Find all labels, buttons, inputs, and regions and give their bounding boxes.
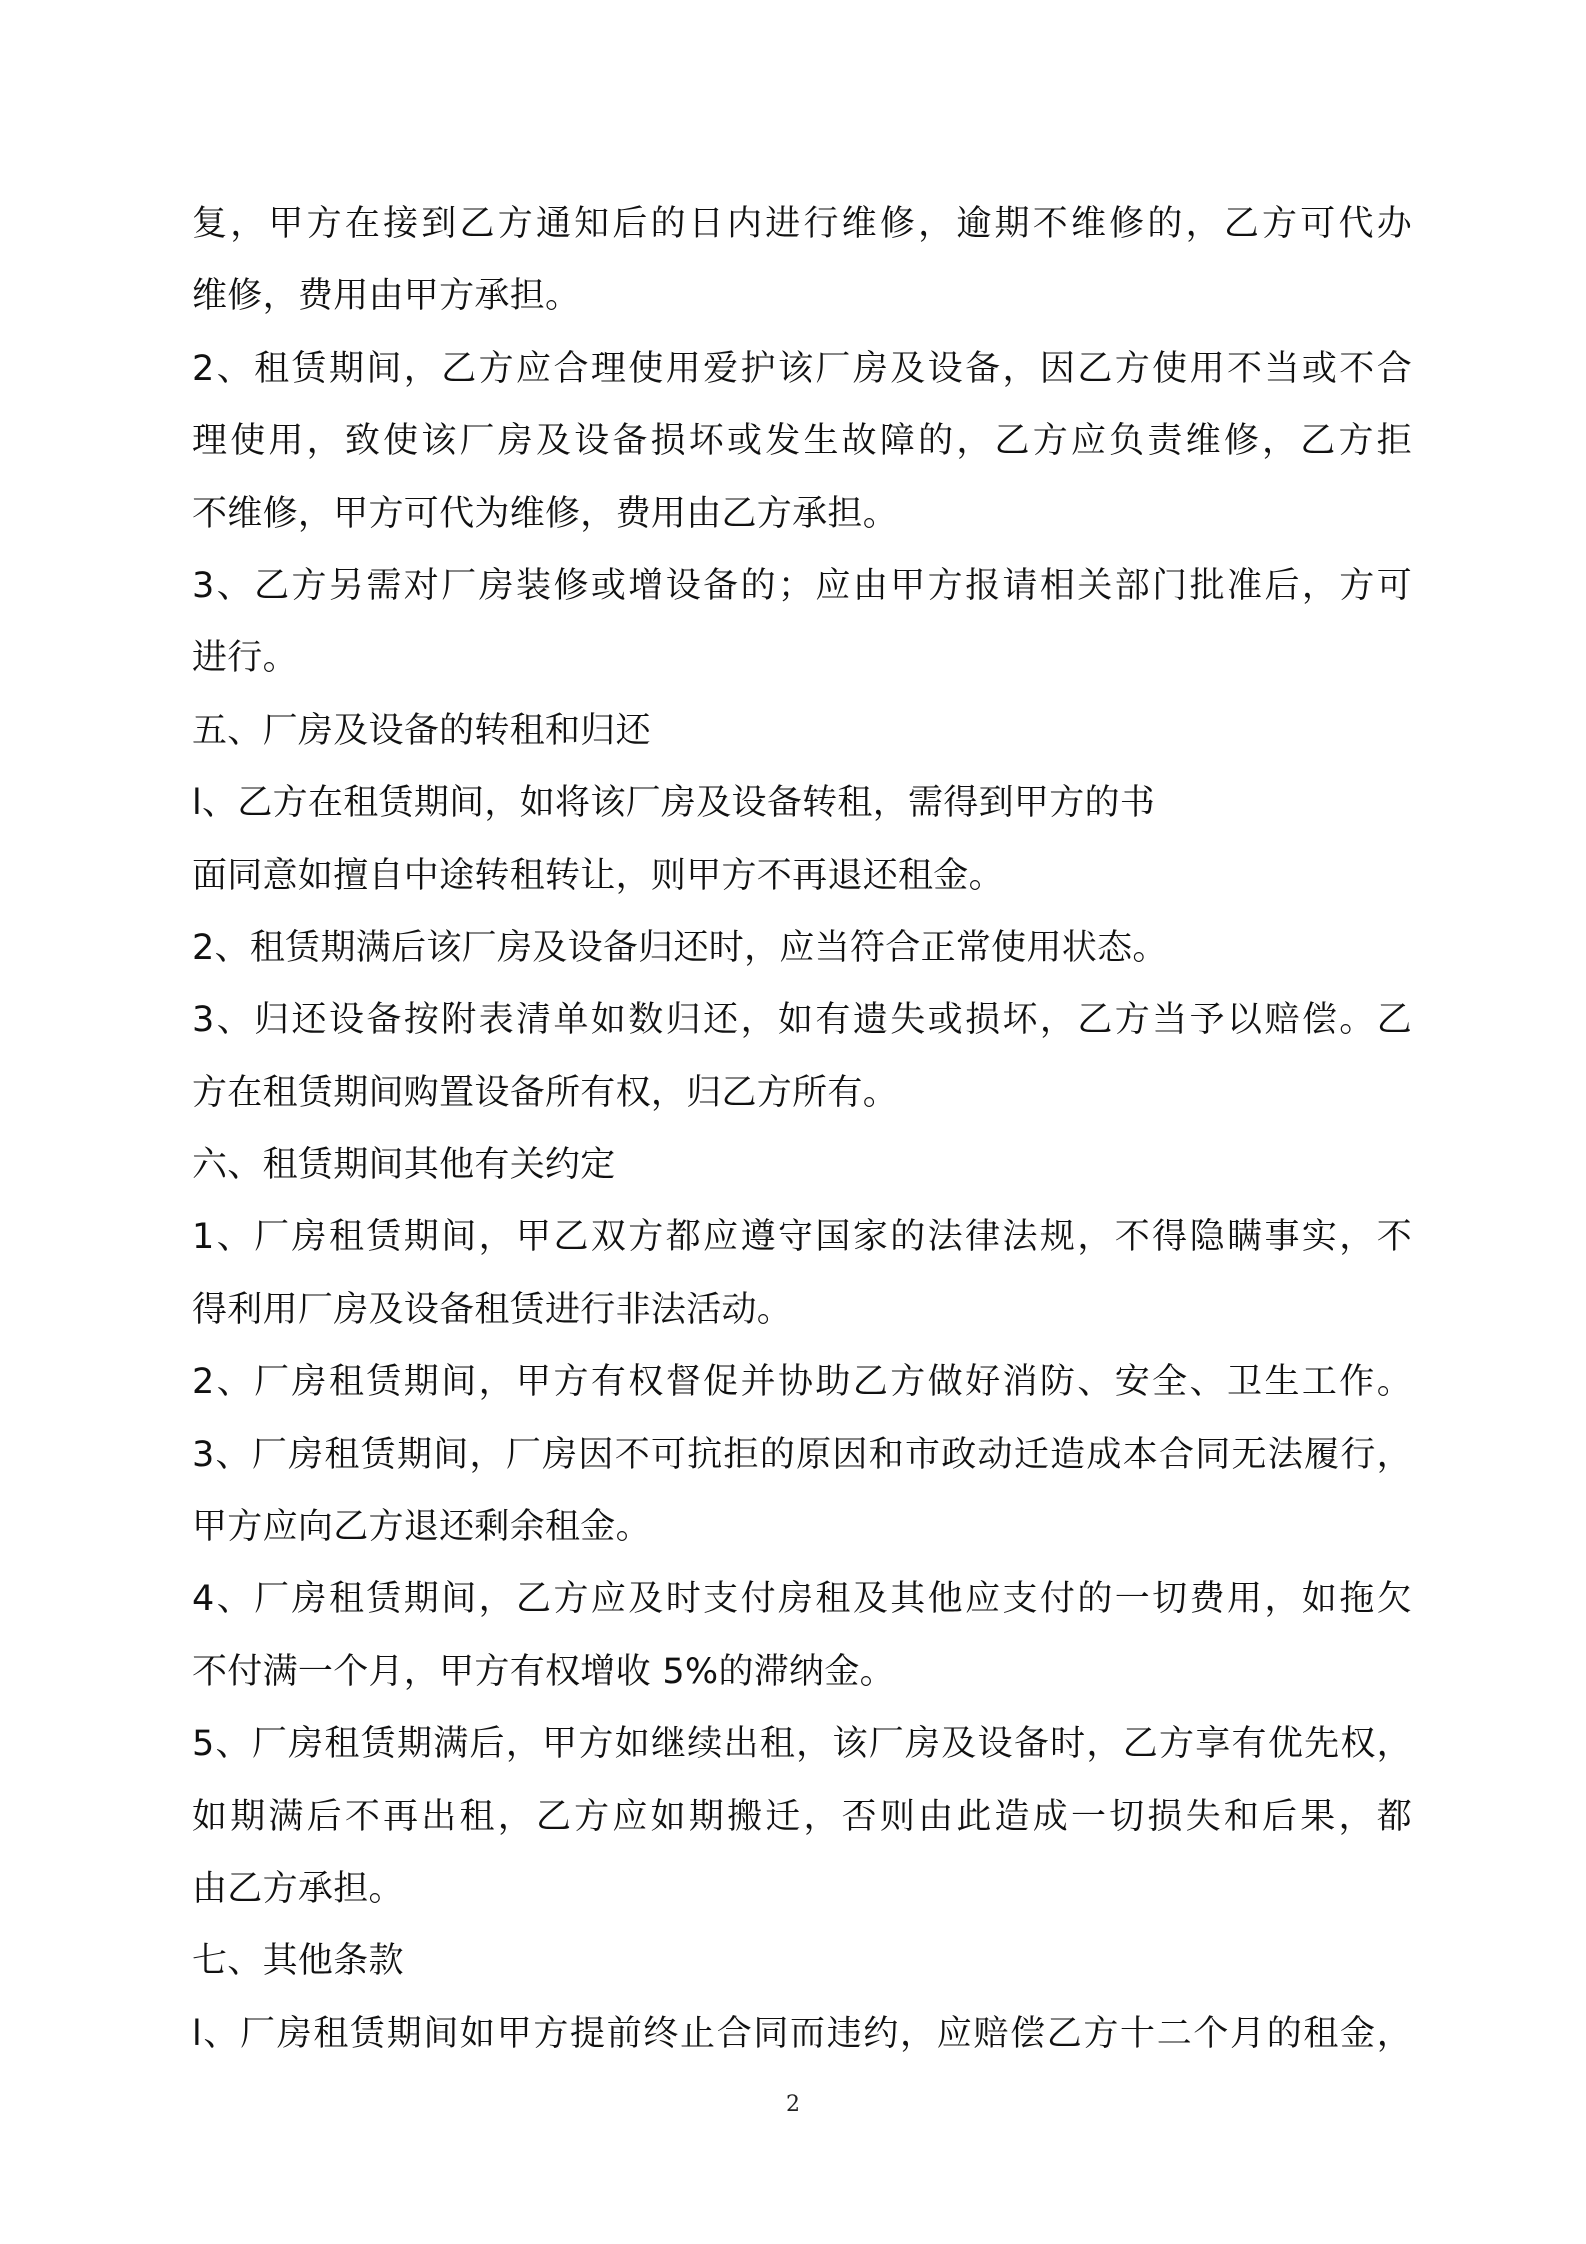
text-line: 得利用厂房及设备租赁进行非法活动。 [192, 1289, 793, 1330]
text-line: 不付满一个月，甲方有权增收 5%的滞纳金。 [192, 1651, 895, 1692]
text-line: 2、厂房租赁期间，甲方有权督促并协助乙方做好消防、安全、卫生工作。 [192, 1362, 1412, 1403]
section-heading: 六、租赁期间其他有关约定 [192, 1145, 616, 1186]
text-line: 3、归还设备按附表清单如数归还，如有遗失或损坏，乙方当予以赔偿。乙 [192, 1000, 1412, 1041]
text-line: 4、厂房租赁期间，乙方应及时支付房租及其他应支付的一切费用，如拖欠 [192, 1579, 1412, 1620]
text-line: 面同意如擅自中途转租转让，则甲方不再退还租金。 [192, 855, 1004, 896]
text-line: 2、租赁期满后该厂房及设备归还时，应当符合正常使用状态。 [192, 927, 1168, 968]
text-line: 复，甲方在接到乙方通知后的日内进行维修，逾期不维修的，乙方可代办 [192, 204, 1412, 244]
page-number: 2 [786, 2092, 800, 2117]
section-heading: 七、其他条款 [192, 1941, 404, 1982]
document-body [192, 188, 1412, 2070]
text-line: 由乙方承担。 [192, 1868, 404, 1909]
text-line: l、厂房租赁期间如甲方提前终止合同而违约，应赔偿乙方十二个月的租金， [192, 2013, 1412, 2054]
text-line: l、乙方在租赁期间，如将该厂房及设备转租，需得到甲方的书 [192, 783, 1156, 824]
text-line: 不维修，甲方可代为维修，费用由乙方承担。 [192, 493, 899, 534]
text-line: 1、厂房租赁期间，甲乙双方都应遵守国家的法律法规，不得隐瞒事实，不 [192, 1217, 1412, 1258]
text-line: 维修，费用由甲方承担。 [192, 276, 581, 317]
text-line: 方在租赁期间购置设备所有权，归乙方所有。 [192, 1072, 899, 1113]
text-line: 进行。 [192, 638, 298, 679]
text-line: 2、租赁期间，乙方应合理使用爱护该厂房及设备，因乙方使用不当或不合 [192, 348, 1412, 389]
text-line: 如期满后不再出租，乙方应如期搬迁，否则由此造成一切损失和后果，都 [192, 1796, 1412, 1837]
text-line: 理使用，致使该厂房及设备损坏或发生故障的，乙方应负责维修，乙方拒 [192, 421, 1412, 462]
text-line: 3、厂房租赁期间，厂房因不可抗拒的原因和市政动迁造成本合同无法履行， [192, 1434, 1412, 1475]
text-line: 甲方应向乙方退还剩余租金。 [192, 1507, 651, 1548]
section-heading: 五、厂房及设备的转租和归还 [192, 710, 651, 751]
text-line: 3、乙方另需对厂房装修或增设备的；应由甲方报请相关部门批准后，方可 [192, 565, 1412, 606]
text-line: 5、厂房租赁期满后，甲方如继续出租，该厂房及设备时，乙方享有优先权， [192, 1724, 1412, 1765]
